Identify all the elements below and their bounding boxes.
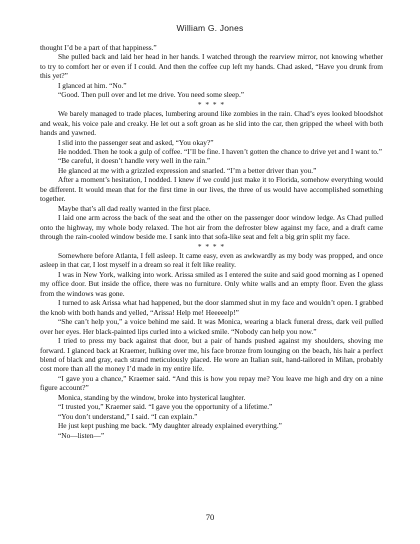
- paragraph: We barely managed to trade places, lumbering around like zombies in the rain. Chad’s eyes looked bloodshot and weak, his voice pale and creaky. He let out a soft groan as he slid into the car, then gripped the wheel with both hands and yawned.: [40, 109, 383, 138]
- paragraph: “You don’t understand,” I said. “I can explain.”: [58, 411, 198, 421]
- paragraph: He just kept pushing me back. “My daughter already explained everything.”: [58, 421, 282, 431]
- paragraph: I laid one arm across the back of the seat and the other on the passenger door window ledge. As Chad pulled onto the highway, my whole body relaxed. The hot air from the defroster blew against my face, and a draft came through the rain-cooled window beside me. I sank into that sofa-like seat and felt a big grin split my face.: [40, 213, 383, 242]
- paragraph: He glanced at me with a grizzled expression and snarled. “I’m a better driver than you.”: [58, 165, 317, 175]
- paragraph: She pulled back and laid her head in her hands. I watched through the rearview mirror, not knowing whether to try to comfort her or even if I could. And then the coffee cup left my hands. Chad asked, “Have you drunk from this yet?”: [40, 52, 383, 81]
- paragraph: I tried to press my back against that door, but a pair of hands pushed against my shoulders, shoving me forward. I glanced back at Kraemer, hulking over me, his face bronze from lounging on the beach, his hair a perfect blend of black and gray, each strand meticulously placed. He wore an Italian suit, hand-tailored in Milan, probably cost more than all the money I’d made in my entire life.: [40, 336, 383, 374]
- body-text: [40, 43, 383, 440]
- paragraph: I slid into the passenger seat and asked, “You okay?”: [58, 137, 214, 147]
- scene-break: * * * *: [197, 241, 226, 251]
- paragraph: “She can’t help you,” a voice behind me said. It was Monica, wearing a black funeral dress, dark veil pulled over her eyes. Her black-painted lips curled into a wicked smile. “Nobody can help you now.”: [40, 317, 383, 336]
- page-number: 70: [205, 512, 215, 522]
- paragraph: “I gave you a chance,” Kraemer said. “And this is how you repay me? You leave me high and dry on a nine figure account?”: [40, 373, 383, 393]
- paragraph: After a moment’s hesitation, I nodded. I knew if we could just make it to Florida, somehow everything would be different. It would mean that for the first time in our lives, the three of us would have accomplished something together.: [40, 175, 383, 204]
- paragraph: I was in New York, walking into work. Arissa smiled as I entered the suite and said good morning as I opened my office door. But inside the office, there was no furniture. Only white walls and an empty floor. Even the glass from the windows was gone.: [40, 269, 383, 298]
- paragraph: I glanced at him. “No.”: [58, 80, 127, 90]
- paragraph: “Be careful, it doesn’t handle very well in the rain.”: [58, 156, 211, 166]
- paragraph: “Good. Then pull over and let me drive. You need some sleep.”: [58, 90, 245, 100]
- paragraph: Somewhere before Atlanta, I fell asleep. It came easy, even as awkwardly as my body was propped, and once asleep in that car, I lost myself in a dream so real it felt like reality.: [40, 250, 383, 270]
- paragraph: I turned to ask Arissa what had happened, but the door slammed shut in my face and wouldn’t open. I grabbed the knob with both hands and yelled, “Arissa! Help me! Heeeeelp!”: [40, 298, 383, 317]
- paragraph: “I trusted you,” Kraemer said. “I gave you the opportunity of a lifetime.”: [58, 402, 273, 412]
- paragraph: He nodded. Then he took a gulp of coffee. “I’ll be fine. I haven’t gotten the chance to drive yet and I want to.”: [58, 146, 383, 156]
- paragraph: Maybe that’s all dad really wanted in the first place.: [58, 203, 211, 213]
- running-header: William G. Jones: [176, 23, 244, 33]
- paragraph: “No—listen—”: [58, 430, 105, 440]
- paragraph: thought I’d be a part of that happiness.”: [40, 43, 157, 52]
- paragraph: Monica, standing by the window, broke into hysterical laughter.: [58, 392, 246, 402]
- scene-break: * * * *: [197, 99, 226, 109]
